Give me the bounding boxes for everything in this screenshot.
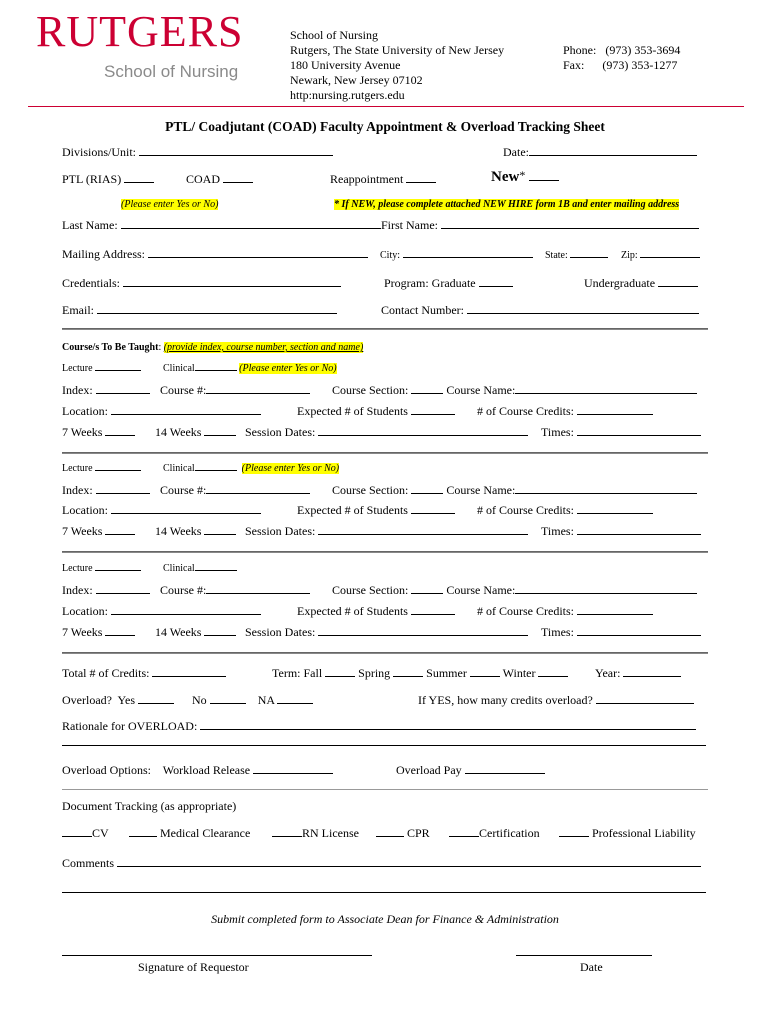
overload-label: Overload? — [62, 693, 112, 707]
course-number-field[interactable] — [206, 383, 310, 394]
divisions-label: Divisions/Unit: — [62, 145, 137, 159]
expected-students-label: Expected # of Students — [297, 604, 408, 618]
index-label: Index: — [62, 583, 93, 597]
course-number-label: Course #: — [160, 583, 207, 597]
year-field[interactable] — [623, 666, 681, 677]
index-field[interactable] — [96, 583, 150, 594]
course-credits-label: # of Course Credits: — [477, 604, 574, 618]
spring-label: Spring — [358, 666, 391, 680]
course-number-field[interactable] — [206, 483, 310, 494]
section-divider — [62, 328, 708, 330]
lecture-label: Lecture — [62, 363, 93, 374]
date-label: Date: — [503, 145, 529, 159]
courses-instruction: (provide index, course number, section and name) — [163, 342, 364, 353]
course-section-field[interactable] — [411, 483, 443, 494]
fourteen-weeks-field[interactable] — [204, 524, 236, 535]
zip-field[interactable] — [640, 249, 700, 258]
cpr-label: CPR — [407, 826, 430, 840]
signature-line[interactable] — [62, 955, 372, 956]
fourteen-weeks-label: 14 Weeks — [155, 524, 202, 538]
zip-label: Zip: — [621, 250, 638, 261]
course-name-label: Course Name: — [446, 383, 516, 397]
location-field[interactable] — [111, 604, 261, 615]
course-name-field[interactable] — [515, 583, 697, 594]
yes-no-instruction: (Please enter Yes or No) — [239, 363, 337, 374]
medical-clearance-field[interactable] — [129, 826, 157, 837]
spring-field[interactable] — [393, 666, 423, 677]
last-name-field[interactable] — [121, 218, 381, 229]
yes-no-instruction: (Please enter Yes or No) — [241, 463, 340, 474]
program-graduate-label: Program: Graduate — [384, 276, 476, 290]
winter-label: Winter — [502, 666, 536, 680]
expected-students-label: Expected # of Students — [297, 404, 408, 418]
lecture-label: Lecture — [62, 463, 93, 474]
winter-field[interactable] — [538, 666, 568, 677]
fourteen-weeks-label: 14 Weeks — [155, 425, 202, 439]
submit-instruction: Submit completed form to Associate Dean for Finance & Administration — [211, 912, 559, 926]
total-credits-field[interactable] — [152, 666, 226, 677]
certification-label: Certification — [479, 826, 540, 840]
signature-date-label: Date — [580, 960, 603, 974]
course-name-field[interactable] — [515, 483, 697, 494]
lecture-field[interactable] — [95, 462, 141, 471]
course-number-field[interactable] — [206, 583, 310, 594]
first-name-label: First Name: — [381, 218, 438, 232]
index-label: Index: — [62, 383, 93, 397]
overload-options-label: Overload Options: — [62, 763, 151, 777]
summer-label: Summer — [426, 666, 467, 680]
overload-yes-label: Yes — [117, 693, 136, 707]
location-label: Location: — [62, 503, 108, 517]
liability-field[interactable] — [559, 826, 589, 837]
section-divider — [62, 652, 708, 654]
new-asterisk: * — [519, 168, 526, 182]
coad-field[interactable] — [223, 172, 253, 183]
overload-na-label: NA — [257, 693, 275, 707]
course-section-label: Course Section: — [332, 483, 409, 497]
divisions-field[interactable] — [139, 145, 333, 156]
address-line: School of Nursing — [290, 28, 378, 42]
undergraduate-label: Undergraduate — [584, 276, 656, 290]
address-line: Rutgers, The State University of New Jersey — [290, 43, 505, 57]
cv-label: CV — [92, 826, 109, 840]
course-section-field[interactable] — [411, 383, 443, 394]
session-dates-field[interactable] — [318, 524, 528, 535]
seven-weeks-label: 7 Weeks — [62, 524, 103, 538]
times-label: Times: — [541, 625, 574, 639]
new-hire-note: * If NEW, please complete attached NEW HIRE form 1B and enter mailing address — [334, 199, 680, 210]
liability-label: Professional Liability — [592, 826, 696, 840]
summer-field[interactable] — [470, 666, 500, 677]
expected-students-field[interactable] — [411, 503, 455, 514]
seven-weeks-field[interactable] — [105, 425, 135, 436]
email-label: Email: — [62, 303, 94, 317]
rutgers-logo-wordmark: RUTGERS — [36, 7, 244, 56]
fourteen-weeks-label: 14 Weeks — [155, 625, 202, 639]
overload-no-label: No — [192, 693, 207, 707]
document-tracking-title: Document Tracking (as appropriate) — [62, 799, 237, 813]
year-label: Year: — [595, 666, 621, 680]
mailing-field[interactable] — [148, 247, 368, 258]
signature-label: Signature of Requestor — [138, 960, 249, 974]
lecture-field[interactable] — [95, 562, 141, 571]
overload-yes-field[interactable] — [138, 693, 174, 704]
overload-pay-label: Overload Pay — [396, 763, 462, 777]
seven-weeks-label: 7 Weeks — [62, 425, 103, 439]
course-credits-field[interactable] — [577, 503, 653, 514]
date-signature-line[interactable] — [516, 955, 652, 956]
section-divider — [62, 452, 708, 454]
overload-pay-field[interactable] — [465, 763, 545, 774]
section-divider — [62, 789, 708, 790]
course-section-field[interactable] — [411, 583, 443, 594]
clinical-field[interactable] — [195, 362, 237, 371]
overload-credits-field[interactable] — [596, 693, 694, 704]
graduate-field[interactable] — [479, 276, 513, 287]
certification-field[interactable] — [449, 826, 479, 837]
course-credits-field[interactable] — [577, 404, 653, 415]
new-label: New — [491, 169, 520, 185]
course-number-label: Course #: — [160, 483, 207, 497]
contact-number-label: Contact Number: — [381, 303, 464, 317]
phone-number: Phone: (973) 353-3694 — [563, 43, 681, 57]
overload-credits-label: If YES, how many credits overload? — [418, 693, 593, 707]
fourteen-weeks-field[interactable] — [204, 625, 236, 636]
times-field[interactable] — [577, 524, 701, 535]
overload-na-field[interactable] — [277, 693, 313, 704]
address-line: Newark, New Jersey 07102 — [290, 73, 423, 87]
clinical-field[interactable] — [195, 562, 237, 571]
session-dates-field[interactable] — [318, 425, 528, 436]
overload-no-field[interactable] — [210, 693, 246, 704]
courses-colon: : — [158, 342, 162, 353]
course-credits-label: # of Course Credits: — [477, 503, 574, 517]
form-title: PTL/ Coadjutant (COAD) Faculty Appointment & Overload Tracking Sheet — [165, 119, 605, 134]
cv-field[interactable] — [62, 826, 92, 837]
rationale-label: Rationale for OVERLOAD: — [62, 719, 198, 733]
seven-weeks-field[interactable] — [105, 524, 135, 535]
rationale-line-2[interactable] — [62, 745, 706, 746]
location-label: Location: — [62, 404, 108, 418]
contact-number-field[interactable] — [467, 303, 699, 314]
courses-label: Course/s To Be Taught — [62, 342, 159, 353]
last-name-label: Last Name: — [62, 218, 118, 232]
comments-field[interactable] — [117, 856, 701, 867]
email-field[interactable] — [97, 303, 337, 314]
fourteen-weeks-field[interactable] — [204, 425, 236, 436]
rationale-field[interactable] — [200, 719, 696, 730]
section-divider — [62, 551, 708, 553]
first-name-field[interactable] — [441, 218, 699, 229]
new-field[interactable] — [529, 170, 559, 181]
school-of-nursing-logo-text: School of Nursing — [104, 62, 239, 81]
rn-license-label: RN License — [302, 826, 359, 840]
rn-license-field[interactable] — [272, 826, 302, 837]
course-name-field[interactable] — [515, 383, 697, 394]
mailing-label: Mailing Address: — [62, 247, 145, 261]
index-field[interactable] — [96, 383, 150, 394]
fall-field[interactable] — [325, 666, 355, 677]
location-label: Location: — [62, 604, 108, 618]
state-field[interactable] — [570, 249, 608, 258]
workload-release-label: Workload Release — [162, 763, 251, 777]
reappointment-field[interactable] — [406, 172, 436, 183]
coad-label: COAD — [186, 172, 221, 186]
city-label: City: — [380, 250, 401, 261]
state-label: State: — [545, 250, 568, 261]
website-link[interactable]: http:nursing.rutgers.edu — [290, 88, 405, 102]
expected-students-field[interactable] — [411, 604, 455, 615]
seven-weeks-label: 7 Weeks — [62, 625, 103, 639]
times-field[interactable] — [577, 625, 701, 636]
location-field[interactable] — [111, 503, 261, 514]
expected-students-field[interactable] — [411, 404, 455, 415]
index-label: Index: — [62, 483, 93, 497]
lecture-field[interactable] — [95, 362, 141, 371]
header-divider — [28, 106, 744, 107]
credentials-label: Credentials: — [62, 276, 120, 290]
location-field[interactable] — [111, 404, 261, 415]
course-name-label: Course Name: — [446, 483, 516, 497]
seven-weeks-field[interactable] — [105, 625, 135, 636]
clinical-label: Clinical — [163, 363, 195, 374]
undergraduate-field[interactable] — [658, 276, 698, 287]
clinical-label: Clinical — [163, 563, 195, 574]
comments-line-2[interactable] — [62, 892, 706, 893]
yes-no-instruction: (Please enter Yes or No) — [121, 199, 219, 210]
session-dates-label: Session Dates: — [245, 625, 316, 639]
cpr-field[interactable] — [376, 826, 404, 837]
session-dates-label: Session Dates: — [245, 425, 316, 439]
course-number-label: Course #: — [160, 383, 207, 397]
fax-number: Fax: (973) 353-1277 — [563, 58, 678, 72]
contact-block — [563, 43, 680, 73]
times-label: Times: — [541, 524, 574, 538]
session-dates-field[interactable] — [318, 625, 528, 636]
course-credits-label: # of Course Credits: — [477, 404, 574, 418]
city-field[interactable] — [403, 249, 533, 258]
clinical-label: Clinical — [163, 463, 195, 474]
workload-release-field[interactable] — [253, 763, 333, 774]
course-credits-field[interactable] — [577, 604, 653, 615]
ptl-label: PTL (RIAS) — [62, 172, 122, 186]
expected-students-label: Expected # of Students — [297, 503, 408, 517]
address-line: 180 University Avenue — [290, 58, 401, 72]
total-credits-label: Total # of Credits: — [62, 666, 150, 680]
ptl-field[interactable] — [124, 172, 154, 183]
index-field[interactable] — [96, 483, 150, 494]
times-field[interactable] — [577, 425, 701, 436]
date-field[interactable] — [529, 145, 697, 156]
term-fall-label: Term: Fall — [272, 666, 323, 680]
credentials-field[interactable] — [123, 276, 341, 287]
course-section-label: Course Section: — [332, 383, 409, 397]
session-dates-label: Session Dates: — [245, 524, 316, 538]
course-section-label: Course Section: — [332, 583, 409, 597]
lecture-label: Lecture — [62, 563, 93, 574]
address-block — [290, 28, 504, 103]
medical-clearance-label: Medical Clearance — [160, 826, 251, 840]
clinical-field[interactable] — [195, 462, 237, 471]
reappointment-label: Reappointment — [330, 172, 404, 186]
course-name-label: Course Name: — [446, 583, 516, 597]
times-label: Times: — [541, 425, 574, 439]
comments-label: Comments — [62, 856, 115, 870]
